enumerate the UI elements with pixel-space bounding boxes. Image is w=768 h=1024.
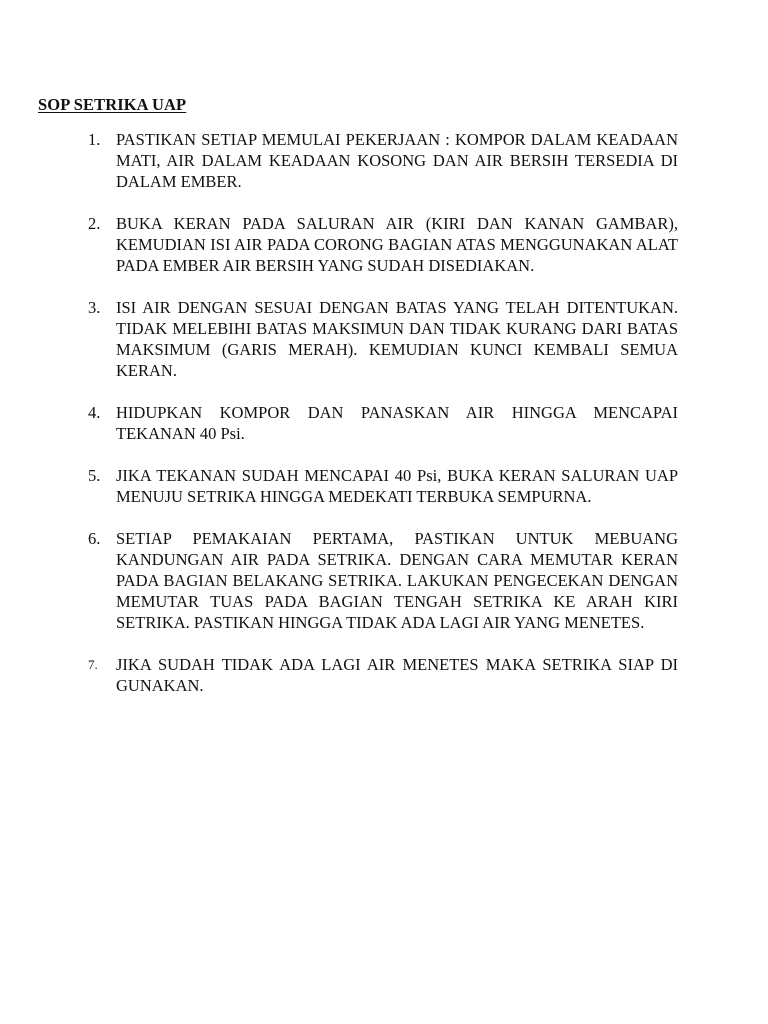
step-text: ISI AIR DENGAN SESUAI DENGAN BATAS YANG TELAH DITENTUKAN. TIDAK MELEBIHI BATAS MAKSIMUN DAN TIDAK KURANG DARI BATAS MAKSIMUM (GARIS MERAH). KEMUDIAN KUNCI KEMBALI SEMUA KERAN. (116, 298, 678, 380)
sop-step (88, 213, 678, 276)
sop-step (88, 297, 678, 381)
step-number: 6. (88, 529, 101, 548)
step-number: 1. (88, 130, 101, 149)
step-text: HIDUPKAN KOMPOR DAN PANASKAN AIR HINGGA MENCAPAI TEKANAN 40 Psi. (116, 403, 678, 443)
step-text: SETIAP PEMAKAIAN PERTAMA, PASTIKAN UNTUK MEBUANG KANDUNGAN AIR PADA SETRIKA. DENGAN CARA MEMUTAR KERAN PADA BAGIAN BELAKANG SETRIKA. LAKUKAN PENGECEKAN DENGAN MEMUTAR TUAS PADA BAGIAN TENGAH SETRIKA KE ARAH KIRI SETRIKA. PASTIKAN HINGGA TIDAK ADA LAGI AIR YANG MENETES. (116, 529, 678, 632)
document-title: SOP SETRIKA UAP (38, 95, 187, 114)
step-number: 5. (88, 466, 101, 485)
sop-step (88, 465, 678, 507)
step-number: 7. (88, 657, 98, 672)
sop-step (88, 654, 678, 696)
step-number: 4. (88, 403, 101, 422)
step-text: PASTIKAN SETIAP MEMULAI PEKERJAAN : KOMPOR DALAM KEADAAN MATI, AIR DALAM KEADAAN KOSONG DAN AIR BERSIH TERSEDIA DI DALAM EMBER. (116, 130, 678, 191)
sop-step-list (88, 129, 678, 717)
step-number: 3. (88, 298, 101, 317)
step-number: 2. (88, 214, 101, 233)
step-text: JIKA TEKANAN SUDAH MENCAPAI 40 Psi, BUKA KERAN SALURAN UAP MENUJU SETRIKA HINGGA MEDEKATI TERBUKA SEMPURNA. (116, 466, 678, 506)
step-text: JIKA SUDAH TIDAK ADA LAGI AIR MENETES MAKA SETRIKA SIAP DI GUNAKAN. (116, 655, 678, 695)
sop-step (88, 129, 678, 192)
sop-step (88, 528, 678, 633)
sop-step (88, 402, 678, 444)
step-text: BUKA KERAN PADA SALURAN AIR (KIRI DAN KANAN GAMBAR), KEMUDIAN ISI AIR PADA CORONG BAGIAN ATAS MENGGUNAKAN ALAT PADA EMBER AIR BERSIH YANG SUDAH DISEDIAKAN. (116, 214, 678, 275)
